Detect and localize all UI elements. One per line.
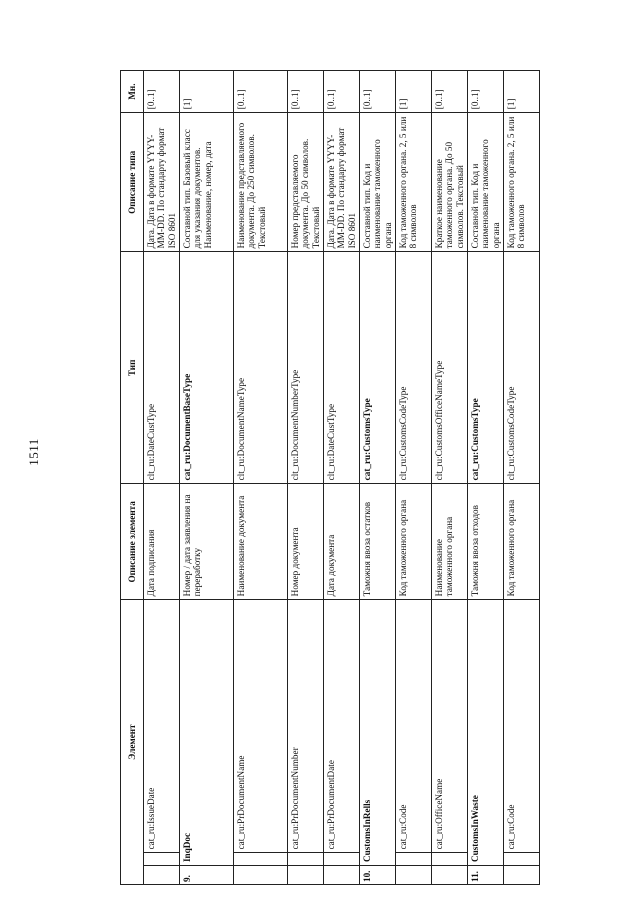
element-desc-cell: Дата подписания [144, 484, 180, 600]
row-number-cell [288, 866, 324, 885]
type-cell: clt_ru:CustomsOfficeNameType [432, 252, 468, 484]
table-header-row [121, 71, 144, 885]
table-row [180, 71, 234, 885]
type-desc-cell: Наименование представляемого документа. До 250 символов. Текстовый [234, 113, 288, 252]
row-number-cell [324, 866, 360, 885]
mult-cell: [0..1] [234, 71, 288, 113]
element-cell: cat_ru:Code [396, 600, 432, 853]
mult-cell: [1] [180, 71, 234, 113]
table-body [144, 71, 540, 885]
element-cell: cat_ru:PrDocumentName [234, 600, 288, 853]
indent-cell [288, 853, 324, 866]
rotated-table-wrapper [120, 70, 620, 885]
element-desc-cell: Номер документа [288, 484, 324, 600]
type-desc-cell: Номер представляемого документа. До 50 символов. Текстовый [288, 113, 324, 252]
type-cell: clt_ru:DateCustType [324, 252, 360, 484]
indent-cell [324, 853, 360, 866]
type-desc-cell: Код таможенного органа. 2, 5 или 8 символов [396, 113, 432, 252]
mult-cell: [0..1] [468, 71, 504, 113]
row-number-cell [396, 866, 432, 885]
type-desc-cell: Код таможенного органа. 2, 5 или 8 символов [504, 113, 540, 252]
mult-cell: [0..1] [360, 71, 396, 113]
element-cell: cat_ru:Code [504, 600, 540, 853]
element-cell: cat_ru:PrDocumentNumber [288, 600, 324, 853]
type-cell: clt_ru:CustomsCodeType [504, 252, 540, 484]
element-desc-cell: Наименование таможенного органа [432, 484, 468, 600]
element-cell: cat_ru:PrDocumentDate [324, 600, 360, 853]
type-desc-cell: Краткое наименование таможенного органа. До 50 символов. Текстовый [432, 113, 468, 252]
mult-cell: [1] [504, 71, 540, 113]
rotated-table-container [120, 70, 620, 885]
element-desc-cell: Код таможенного органа [504, 484, 540, 600]
element-cell: cat_ru:OfficeName [432, 600, 468, 853]
row-number-cell: 9. [180, 866, 234, 885]
table-row [432, 71, 468, 885]
table-row [468, 71, 504, 885]
element-desc-cell: Дата документа [324, 484, 360, 600]
row-number-cell: 11. [468, 866, 504, 885]
indent-cell [432, 853, 468, 866]
indent-cell [234, 853, 288, 866]
page-number: 1511 [25, 438, 41, 466]
type-desc-cell: Составной тип. Код и наименование таможенного органа [360, 113, 396, 252]
header-type: Тип [121, 252, 144, 484]
type-cell: cat_ru:CustomsType [468, 252, 504, 484]
type-cell: cat_ru:DocumentBaseType [180, 252, 234, 484]
row-number-cell [432, 866, 468, 885]
element-cell: InqDoc [180, 600, 234, 866]
element-desc-cell: Номер / дата заявления на переработку [180, 484, 234, 600]
mult-cell: [0..1] [432, 71, 468, 113]
table-row [360, 71, 396, 885]
type-cell: cat_ru:CustomsType [360, 252, 396, 484]
type-cell: clt_ru:CustomsCodeType [396, 252, 432, 484]
table-row [144, 71, 180, 885]
type-cell: clt_ru:DateCustType [144, 252, 180, 484]
table-row [324, 71, 360, 885]
row-number-cell [234, 866, 288, 885]
table-row [288, 71, 324, 885]
type-desc-cell: Составной тип. Код и наименование таможенного органа [468, 113, 504, 252]
header-type-desc: Описание типа [121, 113, 144, 252]
type-desc-cell: Дата. Дата в формате YYYY-MM-DD. По стандарту формат ISO 8601 [144, 113, 180, 252]
type-cell: clt_ru:DocumentNumberType [288, 252, 324, 484]
schema-table [120, 70, 540, 885]
element-desc-cell: Таможня ввоза отходов [468, 484, 504, 600]
indent-cell [144, 853, 180, 866]
element-cell: CustomsInRells [360, 600, 396, 866]
type-desc-cell: Составной тип. Базовый класс для указания документов. Наименование, номер, дата [180, 113, 234, 252]
header-element-desc: Описание элемента [121, 484, 144, 600]
type-cell: clt_ru:DocumentNameType [234, 252, 288, 484]
element-cell: CustomsInWaste [468, 600, 504, 866]
indent-cell [396, 853, 432, 866]
element-desc-cell: Таможня ввоза остатков [360, 484, 396, 600]
table-row [234, 71, 288, 885]
element-desc-cell: Наименование документа [234, 484, 288, 600]
row-number-cell [144, 866, 180, 885]
header-mult: Мн. [121, 71, 144, 113]
row-number-cell [504, 866, 540, 885]
header-element: Элемент [121, 600, 144, 885]
mult-cell: [0..1] [144, 71, 180, 113]
table-row [396, 71, 432, 885]
mult-cell: [1] [396, 71, 432, 113]
table-row [504, 71, 540, 885]
element-desc-cell: Код таможенного органа [396, 484, 432, 600]
indent-cell [504, 853, 540, 866]
mult-cell: [0..1] [288, 71, 324, 113]
type-desc-cell: Дата. Дата в формате YYYY-MM-DD. По стандарту формат ISO 8601 [324, 113, 360, 252]
element-cell: cat_ru:IssueDate [144, 600, 180, 853]
row-number-cell: 10. [360, 866, 396, 885]
mult-cell: [0..1] [324, 71, 360, 113]
